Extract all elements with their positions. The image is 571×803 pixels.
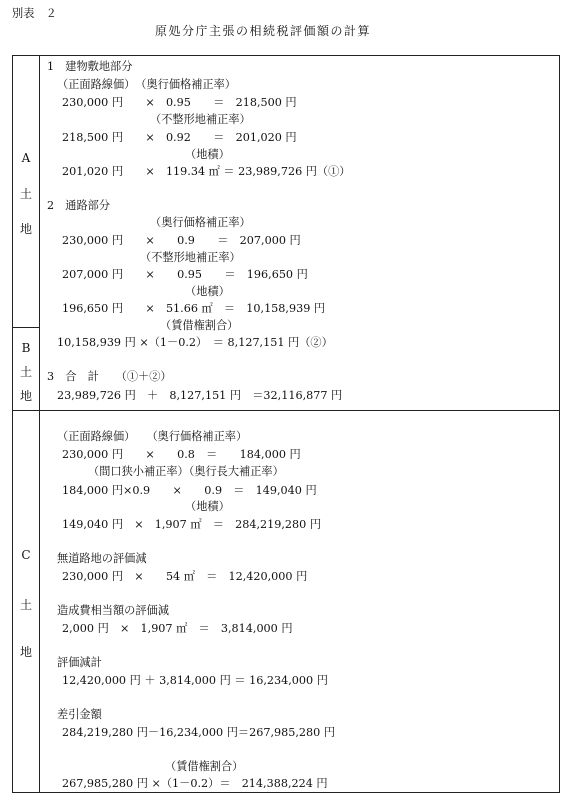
label-a-mark: A <box>21 151 31 165</box>
total-calc: 23,989,726 円 ＋ 8,127,151 円 ＝32,116,877 円 <box>57 389 343 402</box>
calc-line: 10,158,939 円 ×（1－0.2） ＝ 8,127,151 円（②） <box>57 336 333 349</box>
factor-note: （不整形地補正率） <box>140 251 241 264</box>
calc-line: 201,020 円 × 119.34 ㎡ ＝ 23,989,726 円（①） <box>62 165 351 178</box>
calc-line: 207,000 円 × 0.95 ＝ 196,650 円 <box>62 268 308 281</box>
calc-line: 230,000 円 × 0.9 ＝ 207,000 円 <box>62 234 301 247</box>
calc-line: 230,000 円 × 54 ㎡ ＝ 12,420,000 円 <box>62 570 308 583</box>
factor-note: （地積） <box>185 285 230 298</box>
passage-heading: 2 通路部分 <box>47 199 111 212</box>
calc-line: 12,420,000 円 ＋ 3,814,000 円 ＝ 16,234,000 円 <box>62 674 328 687</box>
calc-line: 230,000 円 × 0.8 ＝ 184,000 円 <box>62 448 301 461</box>
appendix-label: 別表 ２ <box>12 7 57 20</box>
factor-note: （地積） <box>185 148 230 161</box>
calc-line: 2,000 円 × 1,907 ㎡ ＝ 3,814,000 円 <box>62 622 293 635</box>
calc-line: 149,040 円 × 1,907 ㎡ ＝ 284,219,280 円 <box>62 518 322 531</box>
label-a-kanji-1: 土 <box>19 187 32 201</box>
label-column-divider <box>39 55 40 793</box>
building-lot-heading: 1 建物敷地部分 <box>47 60 133 73</box>
factor-note: （奥行価格補正率） <box>150 216 251 229</box>
calc-line: 284,219,280 円－16,234,000 円＝267,985,280 円 <box>62 726 336 739</box>
final-calc: 267,985,280 円 ×（1－0.2）＝ 214,388,224 円 <box>62 777 328 790</box>
a-b-divider <box>12 327 39 328</box>
difference-heading: 差引金額 <box>57 708 102 721</box>
factor-note: （地積） <box>185 500 230 513</box>
development-cost-heading: 造成費相当額の評価減 <box>57 604 169 617</box>
label-a-kanji-2: 地 <box>19 222 32 236</box>
factor-note: （不整形地補正率） <box>150 113 251 126</box>
label-c-kanji-1: 土 <box>19 598 32 612</box>
table-top-border <box>12 55 560 56</box>
label-b-mark: B <box>21 341 31 355</box>
total-heading: 3 合 計 （①＋②） <box>47 370 172 383</box>
factor-note: （賃借権割合） <box>165 760 244 773</box>
table-left-border <box>12 55 13 793</box>
calc-line: 196,650 円 × 51.66 ㎡ ＝ 10,158,939 円 <box>62 302 326 315</box>
calc-line: 230,000 円 × 0.95 ＝ 218,500 円 <box>62 96 297 109</box>
page-title: 原処分庁主張の相続税評価額の計算 <box>155 24 372 38</box>
landlocked-heading: 無道路地の評価減 <box>57 552 147 565</box>
label-c-kanji-2: 地 <box>19 645 32 659</box>
calc-line: 218,500 円 × 0.92 ＝ 201,020 円 <box>62 131 297 144</box>
reduction-total-heading: 評価減計 <box>57 656 102 669</box>
label-c-mark: C <box>21 548 31 562</box>
section-c-divider <box>12 410 560 411</box>
table-right-border <box>559 55 560 793</box>
column-headings: （正面路線価） （奥行価格補正率） <box>57 78 236 91</box>
table-bottom-border <box>12 792 560 793</box>
factor-note: （賃借権割合） <box>160 319 239 332</box>
factor-note: （間口狭小補正率）（奥行長大補正率） <box>88 465 284 478</box>
column-headings: （正面路線価） （奥行価格補正率） <box>57 430 248 443</box>
calc-line: 184,000 円×0.9 × 0.9 ＝ 149,040 円 <box>62 484 317 497</box>
label-b-kanji-1: 土 <box>19 365 32 379</box>
label-b-kanji-2: 地 <box>19 389 32 403</box>
